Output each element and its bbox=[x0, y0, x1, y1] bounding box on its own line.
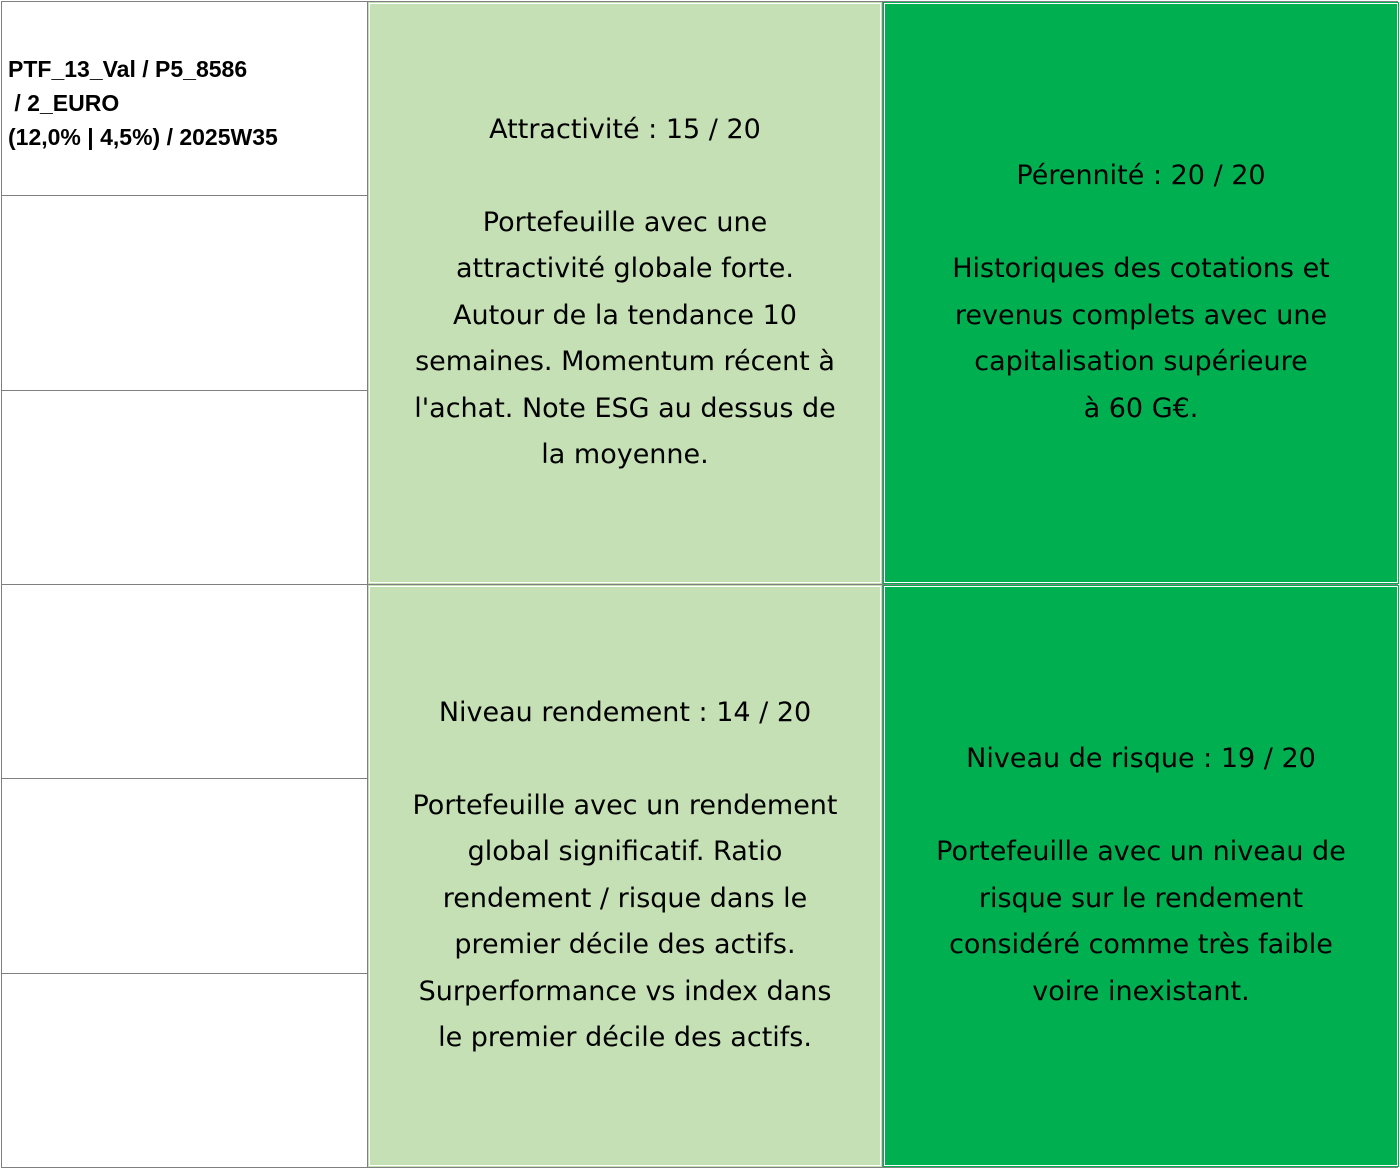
risque-title: Niveau de risque : 19 / 20 bbox=[966, 743, 1316, 775]
rendement-card bbox=[368, 585, 882, 1167]
portfolio-id: PTF_13_Val / P5_8586 bbox=[8, 56, 248, 82]
score-grid bbox=[1, 1, 1398, 1168]
portfolio-params: (12,0% | 4,5%) / 2025W35 bbox=[8, 124, 278, 150]
rendement-text: Portefeuille avec un rendement global significatif. Ratio rendement / risque dans le premier décile des actifs. Surperformance vs index dans le premier décile des actifs. bbox=[412, 789, 838, 1054]
risque-text: Portefeuille avec un niveau de risque sur le rendement considéré comme très faible voire inexistant. bbox=[936, 836, 1346, 1007]
empty-cell-5 bbox=[2, 779, 367, 972]
empty-cell-2 bbox=[2, 196, 367, 389]
rendement-title: Niveau rendement : 14 / 20 bbox=[438, 696, 812, 728]
attractivite-title: Attractivité : 15 / 20 bbox=[489, 113, 761, 145]
risque-card bbox=[883, 585, 1399, 1167]
attractivite-card bbox=[368, 2, 882, 584]
perennite-text: Historiques des cotations et revenus complets avec une capitalisation supérieure à 60 G€. bbox=[952, 253, 1330, 424]
portfolio-currency: / 2_EURO bbox=[8, 90, 120, 116]
empty-cell-4 bbox=[2, 585, 367, 778]
portfolio-header-cell bbox=[2, 2, 367, 195]
empty-cell-3 bbox=[2, 391, 367, 584]
perennite-title: Pérennité : 20 / 20 bbox=[1016, 160, 1266, 192]
empty-cell-6 bbox=[2, 974, 367, 1167]
attractivite-text: Portefeuille avec une attractivité globale forte. Autour de la tendance 10 semaines. Momentum récent à l'achat. Note ESG au dessus de la moyenne. bbox=[414, 206, 836, 471]
perennite-card bbox=[883, 2, 1399, 584]
